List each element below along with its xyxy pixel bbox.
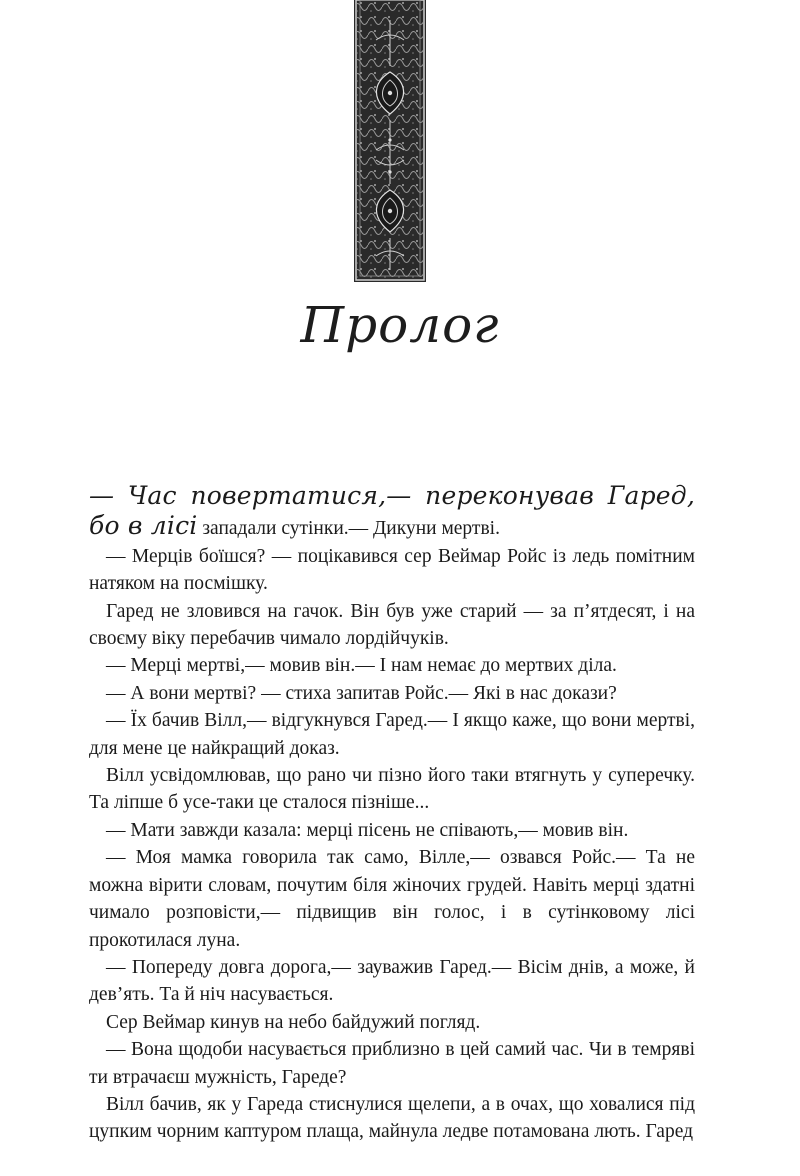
paragraph: — Мерці мертві,— мовив він.— І нам немає до мертвих діла. xyxy=(106,655,617,677)
paragraph: — Мерців боїшся? — поцікавився сер Веймар Ройс із ледь помітним натяком на посмішку. xyxy=(89,545,695,595)
ornamental-column-icon xyxy=(354,0,426,282)
paragraph: Гаред не зловився на гачок. Він був уже старий — за п’ятдесят, і на своєму віку перебачив чимало лордійчуків. xyxy=(89,600,695,650)
paragraph: Вілл бачив, як у Гареда стиснулися щелепи, а в очах, що ховалися під цупким чорним каптуром плаща, майнула ледве потамована лють. Гаред xyxy=(89,1093,695,1143)
paragraph: — Їх бачив Вілл,— відгукнувся Гаред.— І якщо каже, що вони мертві, для мене це найкращий доказ. xyxy=(89,710,695,759)
paragraph: — А вони мертві? — стиха запитав Ройс.— Які в нас докази? xyxy=(106,682,617,704)
paragraph: — Попереду довга дорога,— зауважив Гаред.— Вісім днів, а може, й дев’ять. Та й ніч насувається. xyxy=(89,956,695,1006)
chapter-body xyxy=(89,482,695,1146)
opening-line: — Час повертатися,— переконував Гаред, бо в лісі xyxy=(89,481,695,541)
paragraph: Сер Веймар кинув на небо байдужий погляд. xyxy=(106,1011,481,1033)
paragraph: — Моя мамка говорила так само, Вілле,— озвався Ройс.— Та не можна вірити словам, почутим біля жіночих грудей. Навіть мерці здатні чимало розповісти,— підвищив він голос, і в сутінковому лісі прокотилася луна. xyxy=(89,847,695,951)
paragraph-text: западали сутінки.— Дикуни мертві. xyxy=(202,518,500,540)
paragraph xyxy=(89,482,695,543)
chapter-title: Пролог xyxy=(300,296,500,354)
paragraph: — Вона щодоби насувається приблизно в цей самий час. Чи в темряві ти втрачаєш мужність, Гареде? xyxy=(89,1039,695,1088)
paragraph: — Мати завжди казала: мерці пісень не співають,— мовив він. xyxy=(106,819,629,841)
paragraph: Вілл усвідомлював, що рано чи пізно його таки втягнуть у суперечку. Та ліпше б усе-таки це сталося пізніше... xyxy=(89,765,695,814)
